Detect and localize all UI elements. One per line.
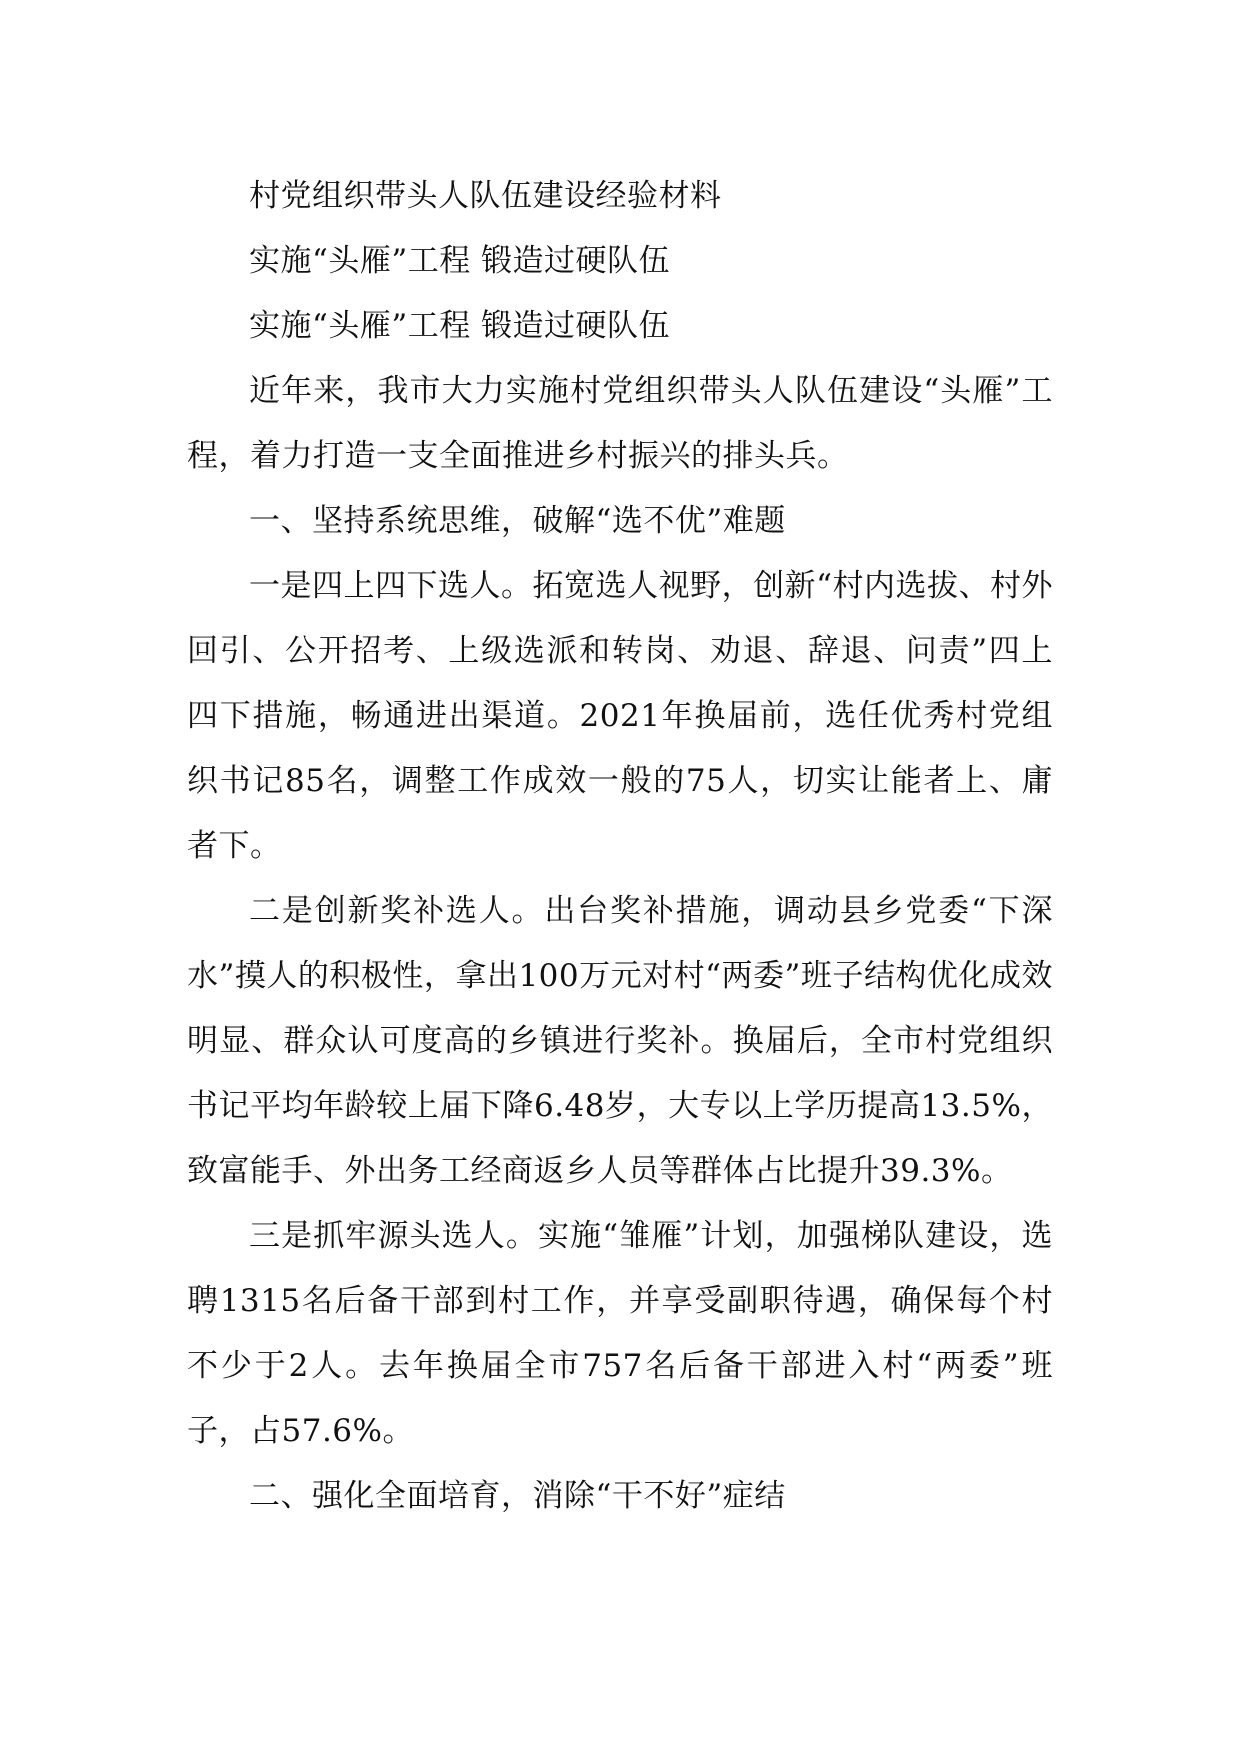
body-paragraph-3: 三是抓牢源头选人。实施“雏雁”计划，加强梯队建设，选聘1315名后备干部到村工作，并享受副职待遇，确保每个村不少于2人。去年换届全市757名后备干部进入村“两委”班子，占57.6%。 [187, 1218, 1053, 1449]
document-subtitle: 实施“头雁”工程 锻造过硬队伍 [249, 243, 671, 279]
intro-paragraph: 近年来，我市大力实施村党组织带头人队伍建设“头雁”工程，着力打造一支全面推进乡村振兴的排头兵。 [187, 373, 1053, 474]
document-body [187, 164, 1053, 1529]
body-paragraph-1: 一是四上四下选人。拓宽选人视野，创新“村内选拔、村外回引、公开招考、上级选派和转岗、劝退、辞退、问责”四上四下措施，畅通进出渠道。2021年换届前，选任优秀村党组织书记85名，调整工作成效一般的75人，切实让能者上、庸者下。 [187, 568, 1053, 864]
section-heading-2: 二、强化全面培育，消除“干不好”症结 [249, 1478, 786, 1514]
body-paragraph-2: 二是创新奖补选人。出台奖补措施，调动县乡党委“下深水”摸人的积极性，拿出100万元对村“两委”班子结构优化成效明显、群众认可度高的乡镇进行奖补。换届后，全市村党组织书记平均年龄较上届下降6.48岁，大专以上学历提高13.5%，致富能手、外出务工经商返乡人员等群体占比提升39.3%。 [187, 893, 1053, 1189]
document-title: 村党组织带头人队伍建设经验材料 [249, 178, 722, 214]
section-heading-1: 一、坚持系统思维，破解“选不优”难题 [249, 503, 786, 539]
document-subtitle-repeat: 实施“头雁”工程 锻造过硬队伍 [249, 308, 671, 344]
